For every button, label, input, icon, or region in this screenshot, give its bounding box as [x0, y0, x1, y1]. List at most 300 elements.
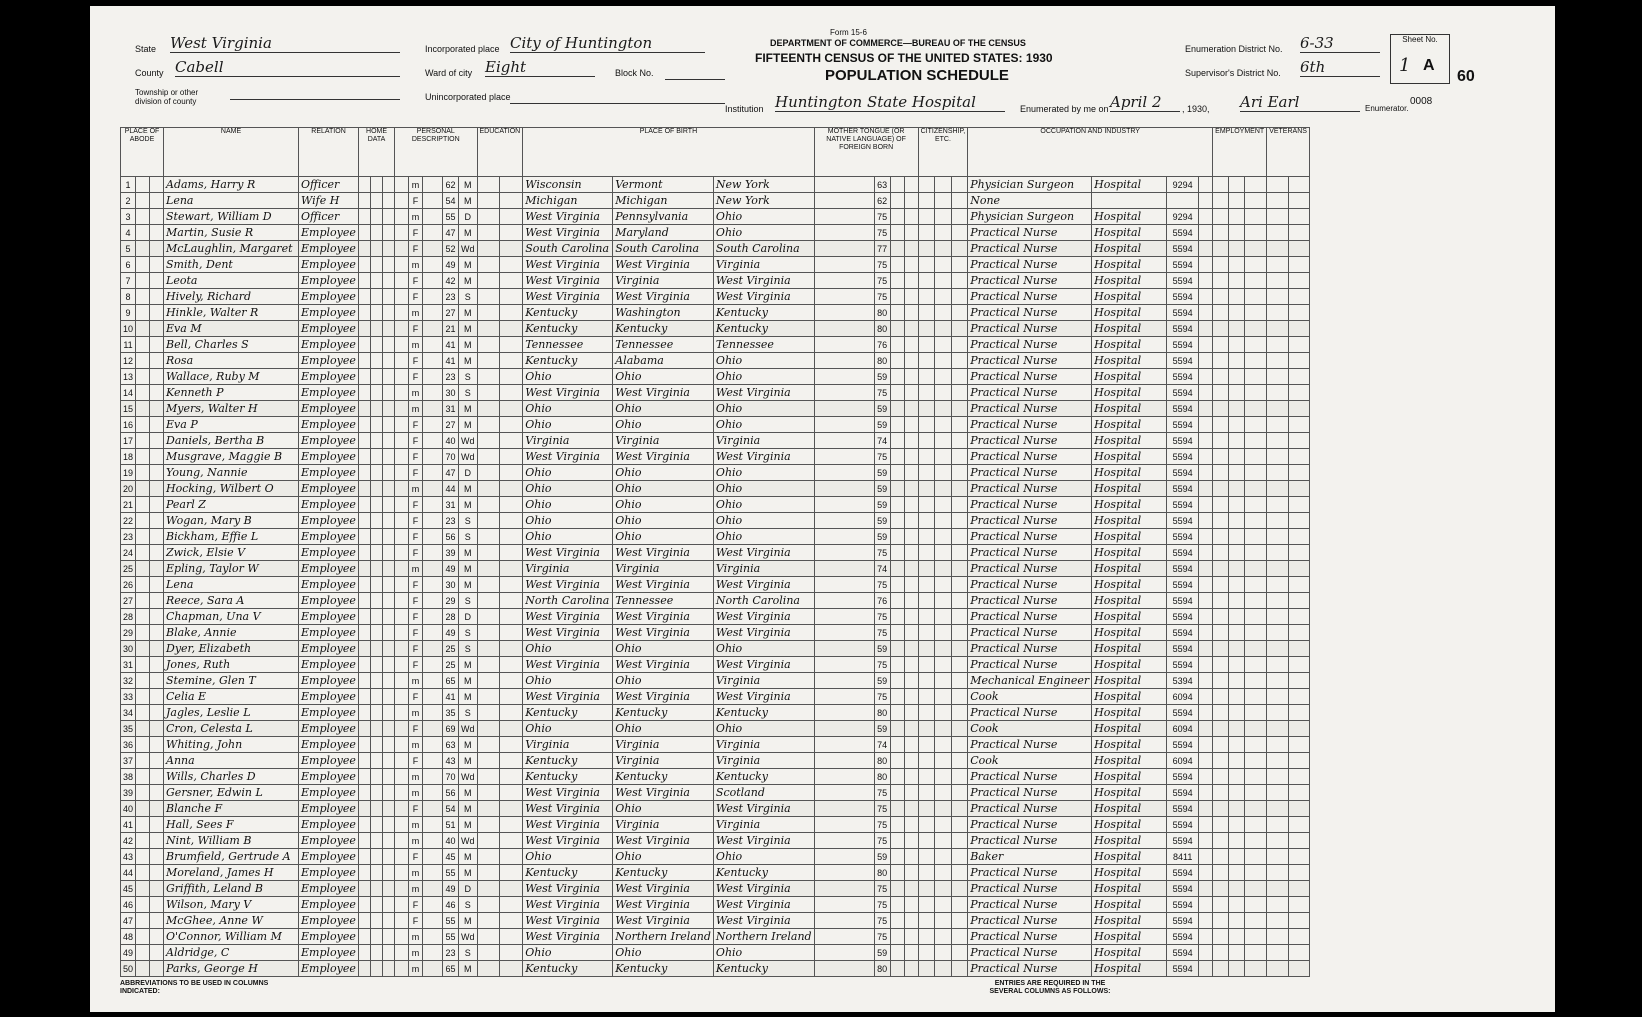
cell-empty [1288, 609, 1309, 625]
cell-mother: Ohio [713, 529, 814, 545]
cell-empty [1267, 753, 1288, 769]
cell-ind: Hospital [1092, 417, 1167, 433]
cell-rel: Employee [299, 961, 359, 977]
cell-empty [1228, 529, 1244, 545]
cell-code: 75 [874, 209, 890, 225]
cell-empty [890, 833, 904, 849]
cell-empty [918, 369, 935, 385]
cell-empty [359, 209, 371, 225]
cell-code: 75 [874, 817, 890, 833]
cell-empty [890, 433, 904, 449]
cell-ind: Hospital [1092, 961, 1167, 977]
sheet-label: Sheet No. [1402, 35, 1438, 44]
cell-father: Ohio [613, 401, 714, 417]
cell-occ: Baker [968, 849, 1092, 865]
cell-empty [951, 241, 968, 257]
cell-empty [1213, 833, 1229, 849]
cell-empty [383, 673, 395, 689]
cell-empty [1213, 273, 1229, 289]
cell-empty [1267, 209, 1288, 225]
cell-empty [150, 865, 164, 881]
cell-age: 23 [443, 369, 459, 385]
cell-icode: 6094 [1167, 721, 1199, 737]
cell-empty [1199, 449, 1213, 465]
cell-empty [1199, 321, 1213, 337]
cell-ind: Hospital [1092, 945, 1167, 961]
cell-occ: Practical Nurse [968, 321, 1092, 337]
cell-empty [1228, 801, 1244, 817]
cell-mother: New York [713, 193, 814, 209]
cell-father: South Carolina [613, 241, 714, 257]
cell-empty [918, 897, 935, 913]
cell-age: 30 [443, 385, 459, 401]
cell-occ: Practical Nurse [968, 225, 1092, 241]
cell-empty [395, 577, 409, 593]
cell-empty [359, 689, 371, 705]
cell-empty [1228, 289, 1244, 305]
cell-empty [1244, 577, 1267, 593]
cell-occ: Practical Nurse [968, 913, 1092, 929]
cell-empty [935, 641, 952, 657]
cell-icode: 5594 [1167, 273, 1199, 289]
cell-empty [1213, 577, 1229, 593]
cell-empty [423, 929, 443, 945]
cell-empty [814, 481, 874, 497]
cell-empty [890, 193, 904, 209]
cell-empty [814, 209, 874, 225]
cell-empty [136, 529, 150, 545]
cell-ms: Wd [459, 721, 478, 737]
cell-empty [935, 945, 952, 961]
cell-empty [814, 961, 874, 977]
cell-icode: 6094 [1167, 689, 1199, 705]
cell-empty [904, 513, 918, 529]
cell-icode: 5594 [1167, 897, 1199, 913]
cell-empty [423, 849, 443, 865]
cell-mother: Kentucky [713, 769, 814, 785]
cell-empty [935, 337, 952, 353]
cell-empty [904, 417, 918, 433]
cell-empty [890, 401, 904, 417]
cell-mother: Ohio [713, 849, 814, 865]
cell-ms: M [459, 401, 478, 417]
cell-empty [1228, 193, 1244, 209]
cell-empty [1213, 673, 1229, 689]
cell-age: 51 [443, 817, 459, 833]
cell-empty [1244, 897, 1267, 913]
cell-empty [890, 289, 904, 305]
cell-empty [477, 737, 500, 753]
cell-empty [1228, 609, 1244, 625]
county-value: Cabell [175, 58, 400, 77]
cell-empty [918, 961, 935, 977]
cell-age: 49 [443, 561, 459, 577]
cell-empty [904, 913, 918, 929]
table-row [121, 241, 1310, 257]
cell-empty [150, 449, 164, 465]
cell-empty [890, 177, 904, 193]
cell-empty [1244, 705, 1267, 721]
cell-rel: Employee [299, 497, 359, 513]
cell-empty [395, 497, 409, 513]
cell-empty [477, 481, 500, 497]
cell-rel: Officer [299, 177, 359, 193]
cell-empty [904, 785, 918, 801]
cell-icode: 5594 [1167, 625, 1199, 641]
cell-empty [918, 193, 935, 209]
cell-empty [477, 833, 500, 849]
cell-empty [904, 945, 918, 961]
table-row [121, 465, 1310, 481]
cell-empty [383, 257, 395, 273]
cell-empty [951, 961, 968, 977]
cell-n: 23 [121, 529, 136, 545]
cell-empty [136, 417, 150, 433]
cell-empty [935, 321, 952, 337]
cell-empty [371, 753, 383, 769]
cell-birth: West Virginia [523, 625, 613, 641]
cell-birth: Kentucky [523, 353, 613, 369]
cell-empty [814, 417, 874, 433]
cell-occ: Cook [968, 689, 1092, 705]
enumerated-label: Enumerated by me on [1020, 104, 1109, 114]
cell-n: 17 [121, 433, 136, 449]
cell-empty [1267, 513, 1288, 529]
cell-empty [371, 241, 383, 257]
cell-empty [1228, 321, 1244, 337]
cell-empty [150, 289, 164, 305]
cell-n: 50 [121, 961, 136, 977]
cell-empty [136, 801, 150, 817]
cell-empty [1288, 673, 1309, 689]
cell-icode: 5594 [1167, 577, 1199, 593]
cell-empty [1244, 625, 1267, 641]
cell-empty [383, 545, 395, 561]
cell-empty [395, 465, 409, 481]
cell-mother: West Virginia [713, 897, 814, 913]
cell-code: 75 [874, 273, 890, 289]
cell-ind: Hospital [1092, 657, 1167, 673]
cell-empty [904, 689, 918, 705]
cell-empty [359, 657, 371, 673]
cell-mother: North Carolina [713, 593, 814, 609]
cell-n: 30 [121, 641, 136, 657]
cell-empty [359, 385, 371, 401]
cell-name: Stemine, Glen T [164, 673, 299, 689]
cell-empty [1267, 337, 1288, 353]
cell-empty [814, 641, 874, 657]
cell-birth: Michigan [523, 193, 613, 209]
cell-empty [904, 737, 918, 753]
cell-ms: Wd [459, 769, 478, 785]
cell-icode: 5594 [1167, 433, 1199, 449]
cell-occ: Practical Nurse [968, 865, 1092, 881]
cell-empty [918, 737, 935, 753]
cell-empty [500, 353, 523, 369]
cell-empty [136, 625, 150, 641]
cell-father: Ohio [613, 481, 714, 497]
col-head-abode: PLACE OF ABODE [121, 128, 164, 177]
cell-empty [904, 321, 918, 337]
cell-ind: Hospital [1092, 513, 1167, 529]
cell-empty [136, 433, 150, 449]
cell-empty [890, 945, 904, 961]
cell-empty [1228, 433, 1244, 449]
cell-name: Epling, Taylor W [164, 561, 299, 577]
cell-empty [1213, 913, 1229, 929]
cell-occ: Practical Nurse [968, 449, 1092, 465]
cell-empty [1199, 929, 1213, 945]
cell-empty [359, 177, 371, 193]
cell-rel: Employee [299, 865, 359, 881]
cell-ms: M [459, 481, 478, 497]
cell-code: 75 [874, 801, 890, 817]
cell-n: 15 [121, 401, 136, 417]
cell-empty [1199, 561, 1213, 577]
cell-sex: F [409, 913, 423, 929]
cell-occ: Practical Nurse [968, 241, 1092, 257]
cell-empty [500, 385, 523, 401]
col-head-employment: EMPLOYMENT [1213, 128, 1267, 177]
cell-empty [500, 705, 523, 721]
cell-empty [1199, 353, 1213, 369]
cell-empty [150, 801, 164, 817]
cell-empty [918, 881, 935, 897]
cell-empty [1288, 561, 1309, 577]
cell-empty [1267, 881, 1288, 897]
cell-mother: Ohio [713, 465, 814, 481]
cell-code: 75 [874, 257, 890, 273]
cell-empty [951, 353, 968, 369]
cell-occ: Practical Nurse [968, 593, 1092, 609]
year-suffix: , 1930, [1182, 104, 1210, 114]
cell-age: 41 [443, 337, 459, 353]
cell-empty [477, 433, 500, 449]
cell-empty [890, 673, 904, 689]
cell-empty [500, 417, 523, 433]
cell-occ: Practical Nurse [968, 337, 1092, 353]
cell-empty [359, 401, 371, 417]
cell-name: O'Connor, William M [164, 929, 299, 945]
cell-empty [935, 689, 952, 705]
cell-empty [423, 561, 443, 577]
cell-empty [423, 657, 443, 673]
cell-n: 42 [121, 833, 136, 849]
cell-empty [383, 305, 395, 321]
cell-empty [500, 257, 523, 273]
cell-ms: M [459, 689, 478, 705]
cell-empty [904, 625, 918, 641]
cell-empty [814, 929, 874, 945]
cell-ms: M [459, 257, 478, 273]
cell-icode: 9294 [1167, 177, 1199, 193]
cell-birth: West Virginia [523, 929, 613, 945]
cell-ms: M [459, 337, 478, 353]
cell-empty [1199, 785, 1213, 801]
cell-age: 31 [443, 497, 459, 513]
cell-empty [136, 241, 150, 257]
cell-empty [904, 481, 918, 497]
cell-name: Eva P [164, 417, 299, 433]
cell-name: Griffith, Leland B [164, 881, 299, 897]
cell-empty [1228, 481, 1244, 497]
cell-empty [477, 849, 500, 865]
cell-empty [1228, 913, 1244, 929]
cell-occ: Practical Nurse [968, 737, 1092, 753]
cell-empty [150, 465, 164, 481]
cell-code: 59 [874, 945, 890, 961]
cell-empty [1199, 737, 1213, 753]
cell-age: 35 [443, 705, 459, 721]
cell-empty [383, 321, 395, 337]
cell-empty [359, 369, 371, 385]
cell-birth: Ohio [523, 721, 613, 737]
cell-father: Washington [613, 305, 714, 321]
cell-empty [1228, 929, 1244, 945]
cell-empty [371, 337, 383, 353]
cell-empty [935, 529, 952, 545]
cell-code: 75 [874, 545, 890, 561]
cell-birth: Virginia [523, 737, 613, 753]
cell-ms: S [459, 369, 478, 385]
cell-n: 16 [121, 417, 136, 433]
cell-mother: West Virginia [713, 449, 814, 465]
cell-empty [1199, 753, 1213, 769]
cell-empty [500, 289, 523, 305]
cell-empty [371, 481, 383, 497]
cell-birth: Ohio [523, 465, 613, 481]
cell-sex: m [409, 305, 423, 321]
cell-empty [477, 673, 500, 689]
cell-mother: Ohio [713, 945, 814, 961]
cell-empty [136, 817, 150, 833]
col-head-personal: PERSONAL DESCRIPTION [395, 128, 478, 177]
cell-ind: Hospital [1092, 497, 1167, 513]
cell-empty [136, 209, 150, 225]
cell-mother: Ohio [713, 401, 814, 417]
cell-empty [814, 913, 874, 929]
cell-empty [1228, 673, 1244, 689]
cell-empty [814, 225, 874, 241]
cell-empty [1244, 225, 1267, 241]
cell-empty [814, 529, 874, 545]
cell-ms: M [459, 273, 478, 289]
cell-mother: Kentucky [713, 705, 814, 721]
cell-ind: Hospital [1092, 929, 1167, 945]
cell-name: Hively, Richard [164, 289, 299, 305]
cell-empty [1213, 209, 1229, 225]
cell-empty [918, 545, 935, 561]
cell-empty [951, 657, 968, 673]
cell-sex: m [409, 833, 423, 849]
cell-rel: Employee [299, 817, 359, 833]
cell-empty [951, 481, 968, 497]
cell-empty [423, 609, 443, 625]
cell-empty [890, 881, 904, 897]
cell-sex: F [409, 417, 423, 433]
cell-empty [1288, 289, 1309, 305]
cell-name: Gersner, Edwin L [164, 785, 299, 801]
cell-occ: Practical Nurse [968, 465, 1092, 481]
cell-mother: Scotland [713, 785, 814, 801]
cell-empty [136, 929, 150, 945]
cell-empty [1288, 849, 1309, 865]
cell-empty [890, 481, 904, 497]
cell-code: 59 [874, 721, 890, 737]
cell-empty [935, 753, 952, 769]
cell-empty [904, 849, 918, 865]
cell-ms: M [459, 657, 478, 673]
cell-empty [890, 369, 904, 385]
cell-mother: Ohio [713, 497, 814, 513]
cell-empty [918, 705, 935, 721]
cell-icode: 9294 [1167, 209, 1199, 225]
cell-empty [1199, 801, 1213, 817]
cell-ind: Hospital [1092, 273, 1167, 289]
cell-age: 21 [443, 321, 459, 337]
table-row [121, 449, 1310, 465]
cell-name: Stewart, William D [164, 209, 299, 225]
cell-father: Virginia [613, 561, 714, 577]
cell-empty [500, 513, 523, 529]
cell-empty [477, 401, 500, 417]
cell-ind: Hospital [1092, 769, 1167, 785]
cell-empty [395, 257, 409, 273]
cell-empty [935, 433, 952, 449]
cell-empty [814, 465, 874, 481]
cell-birth: Kentucky [523, 769, 613, 785]
cell-empty [1288, 497, 1309, 513]
cell-empty [1267, 193, 1288, 209]
cell-rel: Employee [299, 609, 359, 625]
cell-empty [935, 257, 952, 273]
cell-empty [395, 401, 409, 417]
cell-empty [935, 241, 952, 257]
cell-empty [383, 689, 395, 705]
cell-empty [383, 561, 395, 577]
state-label: State [135, 44, 157, 54]
cell-empty [904, 209, 918, 225]
cell-empty [1267, 769, 1288, 785]
cell-empty [890, 609, 904, 625]
table-row [121, 913, 1310, 929]
cell-birth: South Carolina [523, 241, 613, 257]
cell-empty [1288, 961, 1309, 977]
cell-empty [1288, 385, 1309, 401]
cell-empty [904, 385, 918, 401]
cell-empty [814, 945, 874, 961]
table-row [121, 209, 1310, 225]
cell-empty [935, 209, 952, 225]
cell-empty [1228, 785, 1244, 801]
cell-empty [1228, 273, 1244, 289]
cell-empty [423, 273, 443, 289]
cell-empty [1199, 465, 1213, 481]
cell-empty [383, 577, 395, 593]
cell-empty [951, 769, 968, 785]
cell-empty [500, 305, 523, 321]
cell-empty [477, 193, 500, 209]
cell-father: Ohio [613, 801, 714, 817]
cell-father: Tennessee [613, 337, 714, 353]
cell-age: 41 [443, 689, 459, 705]
cell-father: Ohio [613, 849, 714, 865]
cell-empty [904, 257, 918, 273]
cell-empty [136, 193, 150, 209]
cell-name: Kenneth P [164, 385, 299, 401]
cell-empty [1244, 337, 1267, 353]
cell-occ: Practical Nurse [968, 609, 1092, 625]
